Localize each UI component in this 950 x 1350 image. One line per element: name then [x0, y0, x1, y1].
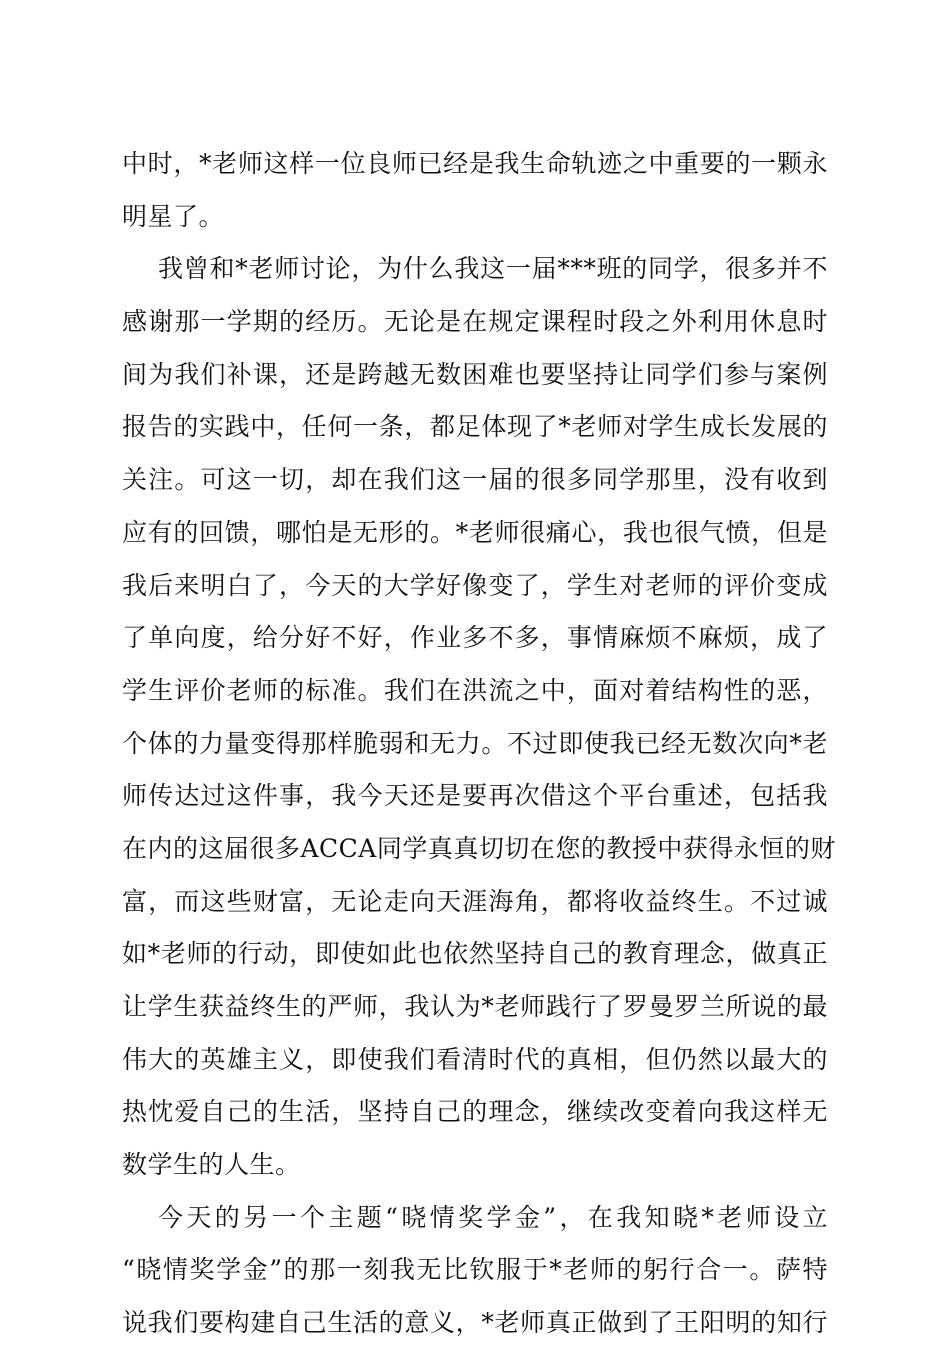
body-text — [122, 138, 836, 1350]
text-line-22: “晓情奖学金”的那一刻我无比钦服于*老师的躬行合一。萨特 — [122, 1255, 828, 1285]
text-line-12: 个体的力量变得那样脆弱和无力。不过即使我已经无数次向*老 — [122, 728, 828, 758]
text-line-17: 让学生获益终生的严师，我认为*老师践行了罗曼罗兰所说的最 — [122, 992, 828, 1021]
text-line-5: 间为我们补课，还是跨越无数困难也要坚持让同学们参与案例 — [122, 359, 828, 389]
text-line-18: 伟大的英雄主义，即使我们看清时代的真相，但仍然以最大的 — [122, 1044, 828, 1074]
text-line-7: 关注。可这一切，却在我们这一届的很多同学那里，没有收到 — [122, 465, 828, 495]
text-line-9: 我后来明白了，今天的大学好像变了，学生对老师的评价变成 — [122, 570, 828, 600]
text-line-15: 富，而这些财富，无论走向天涯海角，都将收益终生。不过诚 — [122, 886, 828, 916]
text-line-6: 报告的实践中，任何一条，都足体现了*老师对学生成长发展的 — [122, 412, 828, 442]
text-line-16: 如*老师的行动，即使如此也依然坚持自己的教育理念，做真正 — [122, 939, 828, 969]
text-line-1: 中时，*老师这样一位良师已经是我生命轨迹之中重要的一颗永 — [122, 149, 828, 178]
text-line-23: 说我们要构建自己生活的意义，*老师真正做到了王阳明的知行 — [122, 1308, 828, 1338]
text-line-4: 感谢那一学期的经历。无论是在规定课程时段之外利用休息时 — [122, 307, 828, 337]
text-line-20: 数学生的人生。 — [122, 1150, 301, 1180]
text-line-3: 我曾和*老师讨论，为什么我这一届***班的同学，很多并不 — [158, 254, 828, 284]
text-line-13: 师传达过这件事，我今天还是要再次借这个平台重述，包括我 — [122, 781, 828, 811]
text-line-8: 应有的回馈，哪怕是无形的。*老师很痛心，我也很气愤，但是 — [122, 517, 828, 547]
text-line-2: 明星了。 — [122, 201, 225, 231]
text-line-14: 在内的这届很多ACCA同学真真切切在您的教授中获得永恒的财 — [122, 833, 836, 863]
text-line-21: 今天的另一个主题“晓情奖学金”，在我知晓*老师设立 — [158, 1202, 828, 1232]
text-line-10: 了单向度，给分好不好，作业多不多，事情麻烦不麻烦，成了 — [122, 623, 828, 653]
text-line-19: 热忱爱自己的生活，坚持自己的理念，继续改变着向我这样无 — [122, 1097, 828, 1127]
text-line-11: 学生评价老师的标准。我们在洪流之中，面对着结构性的恶， — [122, 675, 828, 705]
